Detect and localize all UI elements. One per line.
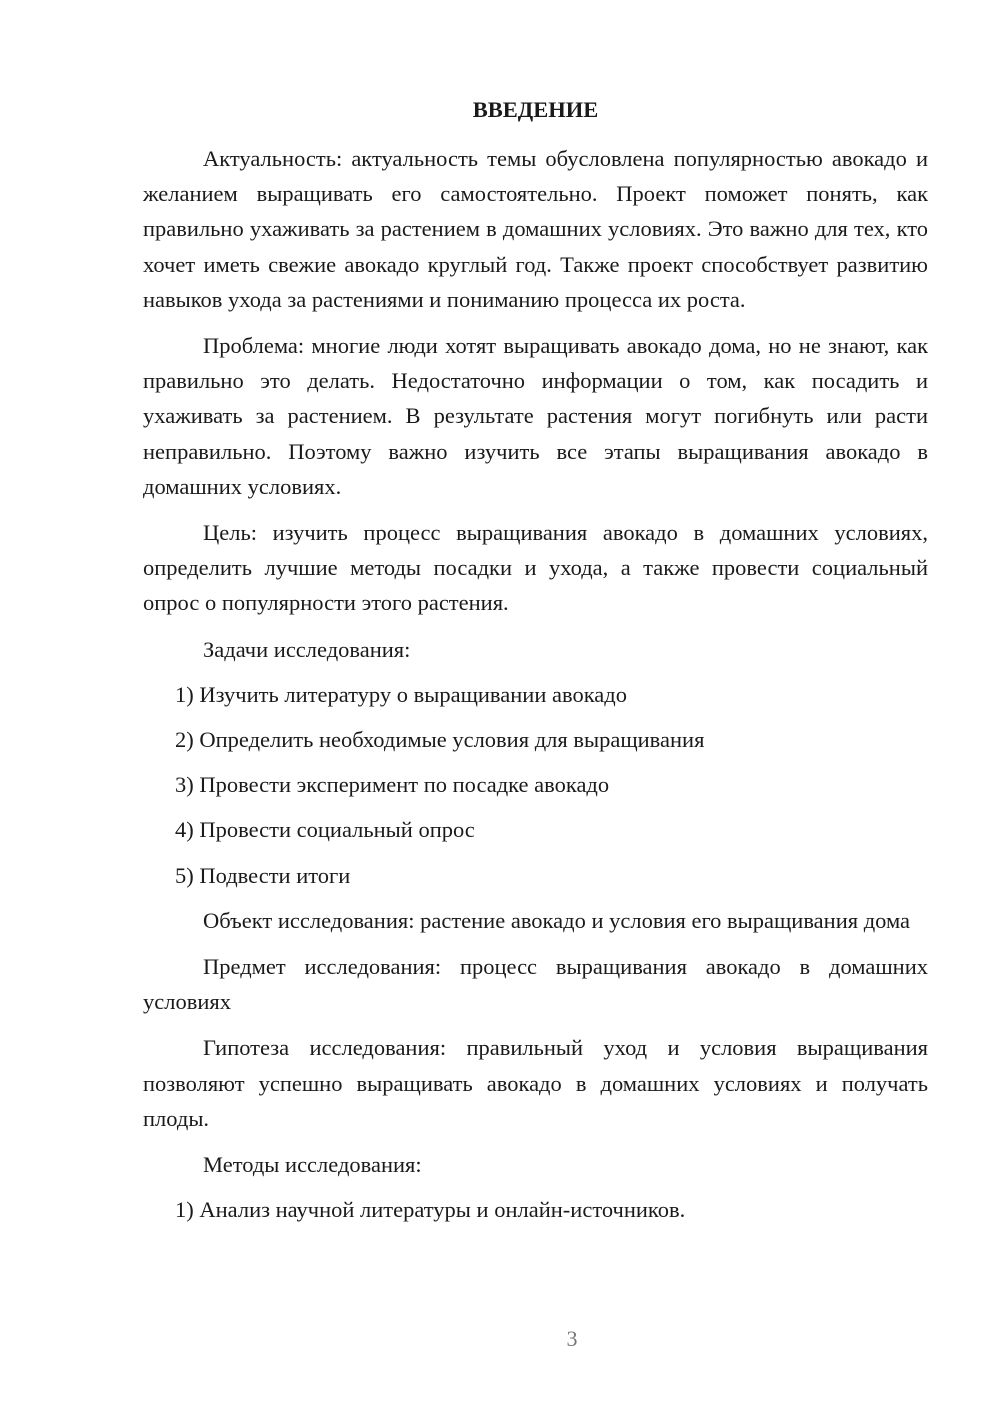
problem-paragraph: Проблема: многие люди хотят выращивать авокадо дома, но не знают, как правильно это делать. Недостаточно информации о том, как посадить и ухаживать за растением. В результате растения могут погибнуть или расти неправильно. Поэтому важно изучить все этапы выращивания авокадо в домашних условиях. (143, 333, 928, 499)
hypothesis-paragraph: Гипотеза исследования: правильный уход и условия выращивания позволяют успешно выращивать авокадо в домашних условиях и получать плоды. (143, 1035, 928, 1131)
list-item: 4) Провести социальный опрос (175, 817, 475, 843)
list-item: 2) Определить необходимые условия для выращивания (175, 727, 705, 753)
document-page (143, 92, 928, 1237)
tasks-heading: Задачи исследования: (203, 636, 411, 662)
list-item: 3) Провести эксперимент по посадке авокадо (175, 772, 610, 798)
page-number: 3 (566, 1326, 578, 1351)
object-paragraph: Объект исследования: растение авокадо и условия его выращивания дома (203, 907, 911, 933)
list-item: 1) Изучить литературу о выращивании авокадо (175, 681, 627, 707)
list-item: 5) Подвести итоги (175, 862, 351, 888)
subject-paragraph: Предмет исследования: процесс выращивания авокадо в домашних условиях (143, 954, 928, 1015)
relevance-paragraph: Актуальность: актуальность темы обусловлена популярностью авокадо и желанием выращивать его самостоятельно. Проект поможет понять, как правильно ухаживать за растением в домашних условиях. Это важно для тех, кто хочет иметь свежие авокадо круглый год. Также проект способствует развитию навыков ухода за растениями и пониманию процесса их роста. (143, 146, 928, 312)
methods-heading: Методы исследования: (203, 1152, 422, 1178)
list-item: 1) Анализ научной литературы и онлайн-источников. (175, 1197, 686, 1223)
goal-paragraph: Цель: изучить процесс выращивания авокадо в домашних условиях, определить лучшие методы посадки и ухода, а также провести социальный опрос о популярности этого растения. (143, 520, 928, 616)
methods-list (143, 1192, 928, 1227)
page-title: ВВЕДЕНИЕ (472, 97, 599, 122)
tasks-list (143, 677, 928, 893)
